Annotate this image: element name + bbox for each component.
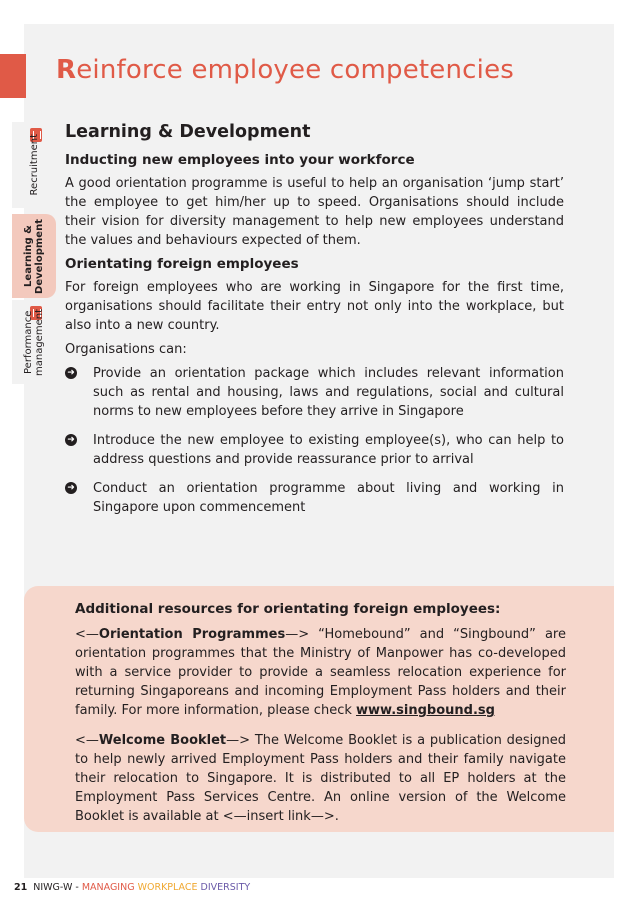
arrow-right-icon: ➜	[65, 434, 77, 446]
page-footer	[14, 882, 250, 893]
arrow-right-icon: ➜	[65, 367, 77, 379]
tab-performance-label: Performance management	[23, 308, 45, 376]
tab-learning-label: Learning & Development	[23, 218, 45, 294]
arrow-right-icon: ➜	[65, 482, 77, 494]
section-heading: Learning & Development	[65, 122, 311, 142]
footer-org: NIWG-W -	[33, 882, 82, 893]
footer-title-word: MANAGING	[81, 882, 138, 893]
footer-title-word: WORKPLACE	[137, 882, 201, 893]
footer-title-word: DIVERSITY	[200, 882, 251, 893]
paragraph-foreign: For foreign employees who are working in Singapore for the first time, organisations should facilitate their entry not only into the workplace, but also into a new country.	[65, 280, 564, 333]
main-content	[65, 121, 564, 527]
paragraph-can: Organisations can:	[65, 342, 187, 357]
resource-welcome: <—Welcome Booklet—> The Welcome Booklet is a publication designed to help newly arrived Employment Pass holders and their family navigate their relocation to Singapore. It is distributed to all EP holders at the Employment Pass Services Centre. An online version of the Welcome Booklet is available at <—insert link—>.	[75, 733, 566, 824]
paragraph-orientation: A good orientation programme is useful to help an organisation ‘jump start’ the employee to get him/her up to speed. Organisations should include their vision for diversity management to help new employees understand the values and behaviours expected of them.	[65, 176, 564, 248]
resources-title: Additional resources for orientating foreign employees:	[75, 601, 501, 617]
title-marker	[0, 54, 26, 98]
subheading-foreign: Orientating foreign employees	[65, 256, 299, 272]
insert-link[interactable]: insert link	[246, 809, 311, 824]
title-initial: R	[56, 55, 77, 85]
singbound-link[interactable]: www.singbound.sg	[356, 703, 495, 718]
list-item: ➜ Provide an orientation package which includes relevant information such as rental and housing, laws and regulations, social and cultural norms to new employees before they arrive in Singapore	[65, 364, 564, 421]
title-rest: einforce employee competencies	[76, 55, 515, 85]
page-title	[56, 55, 514, 85]
tab-recruitment[interactable]	[12, 122, 56, 208]
tab-learning-development[interactable]	[12, 214, 56, 298]
footer-title	[82, 882, 250, 893]
subheading-inducting: Inducting new employees into your workforce	[65, 152, 415, 168]
page-number: 21	[14, 882, 28, 893]
bullet-list	[65, 364, 564, 517]
resource-orientation: <—Orientation Programmes—> “Homebound” and “Singbound” are orientation programmes that the Ministry of Manpower has co-developed with a service provider to provide a seamless relocation experience for returning Singaporeans and incoming Employment Pass holders and their family. For more information, please check www.singbound.sg	[75, 627, 566, 718]
tab-performance-management[interactable]	[12, 300, 56, 384]
resources-content	[75, 600, 566, 837]
list-item: ➜ Introduce the new employee to existing employee(s), who can help to address questions and provide reassurance prior to arrival	[65, 431, 564, 469]
resources-box	[24, 586, 614, 832]
tab-recruitment-label: Recruitment	[28, 134, 40, 196]
list-item: ➜ Conduct an orientation programme about living and working in Singapore upon commencement	[65, 479, 564, 517]
